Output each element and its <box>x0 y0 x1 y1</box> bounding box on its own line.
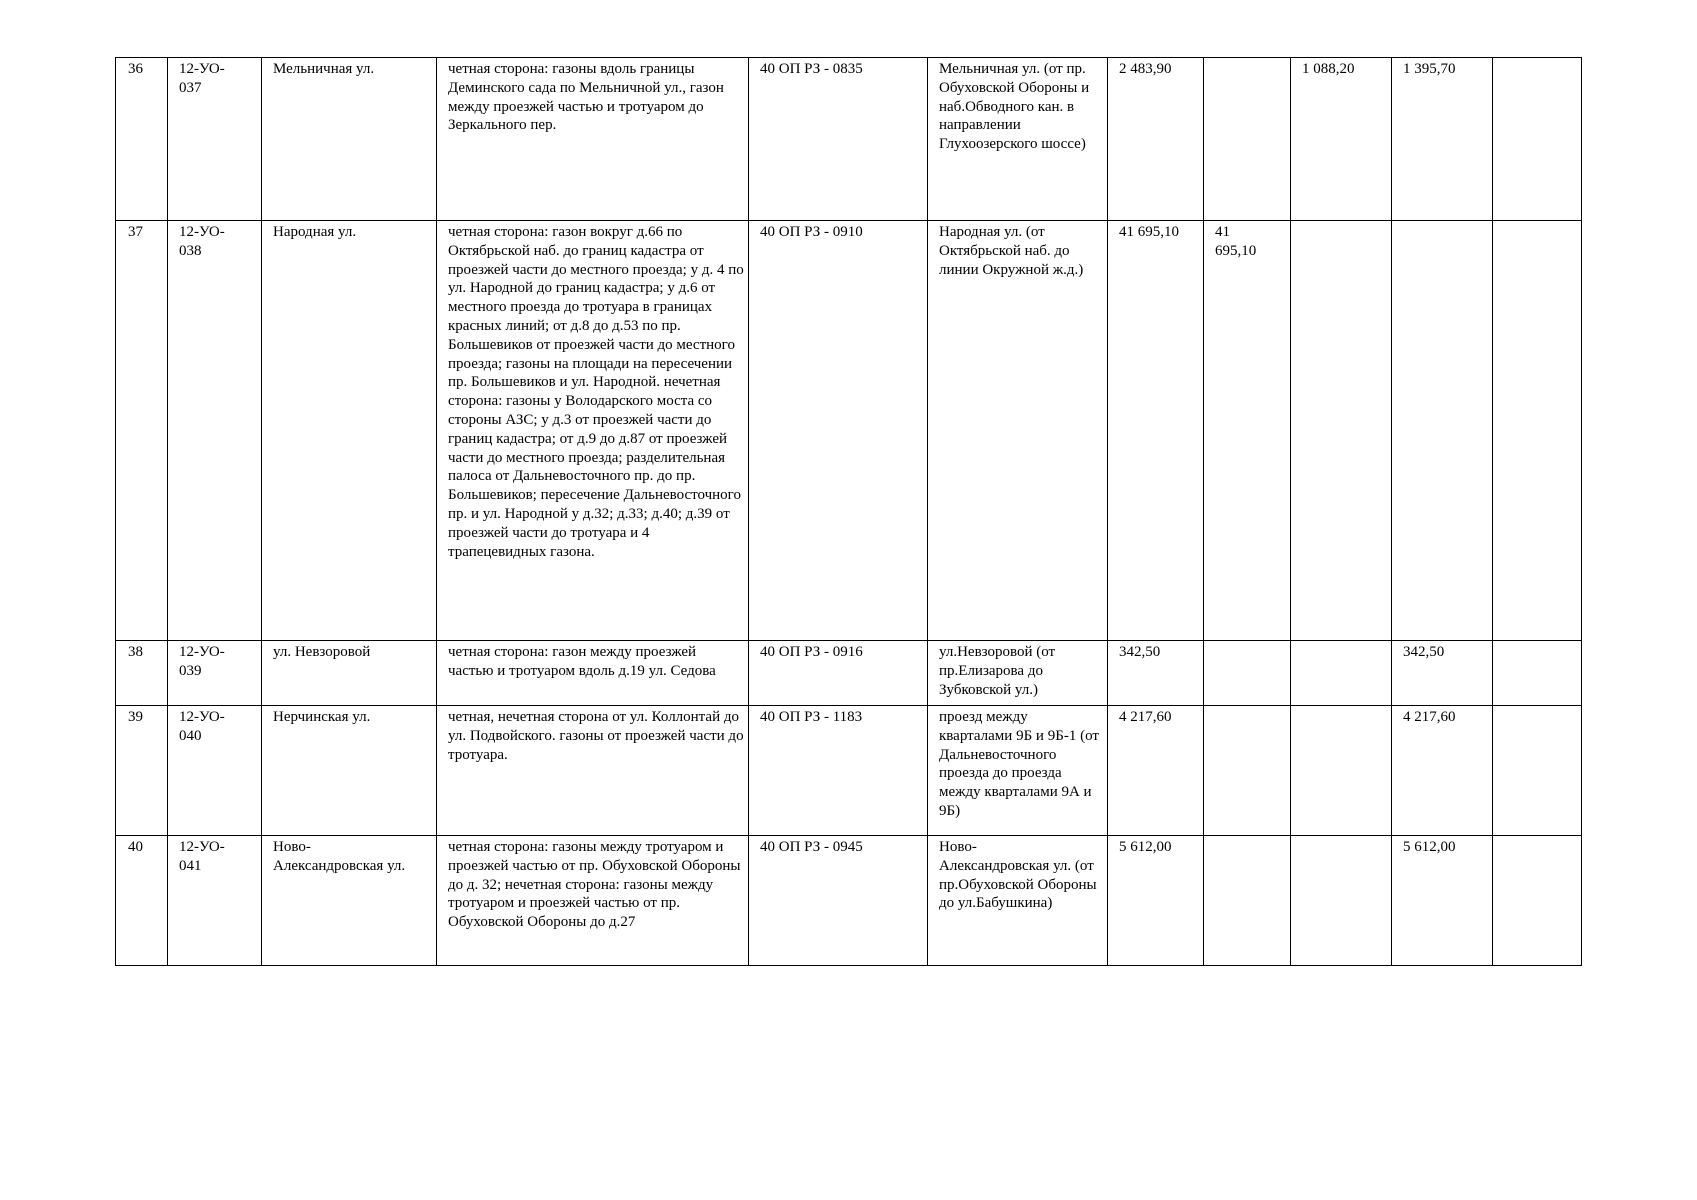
area-col-c: 1 395,70 <box>1392 58 1493 221</box>
row-number: 36 <box>116 58 168 221</box>
area-col-d <box>1493 836 1582 966</box>
area-col-c: 5 612,00 <box>1392 836 1493 966</box>
area-total: 41 695,10 <box>1108 221 1204 641</box>
row-number: 39 <box>116 706 168 836</box>
table-row <box>116 58 1582 221</box>
registry-table <box>115 57 1582 966</box>
road-description: Народная ул. (от Октябрьской наб. до линии Окружной ж.д.) <box>928 221 1108 641</box>
area-total: 4 217,60 <box>1108 706 1204 836</box>
area-total: 5 612,00 <box>1108 836 1204 966</box>
table-row <box>116 641 1582 706</box>
area-description: четная, нечетная сторона от ул. Коллонтай до ул. Подвойского. газоны от проезжей части до тротуара. <box>437 706 749 836</box>
street-name: Ново- Александровская ул. <box>262 836 437 966</box>
area-col-b <box>1291 836 1392 966</box>
object-code: 12-УО- 037 <box>168 58 262 221</box>
area-col-d <box>1493 641 1582 706</box>
table-row <box>116 836 1582 966</box>
area-col-a <box>1204 641 1291 706</box>
area-col-d <box>1493 221 1582 641</box>
table-row <box>116 706 1582 836</box>
area-col-c: 342,50 <box>1392 641 1493 706</box>
area-description: четная сторона: газон между проезжей частью и тротуаром вдоль д.19 ул. Седова <box>437 641 749 706</box>
object-code: 12-УО- 041 <box>168 836 262 966</box>
area-col-b: 1 088,20 <box>1291 58 1392 221</box>
road-id: 40 ОП РЗ - 0945 <box>749 836 928 966</box>
area-col-d <box>1493 58 1582 221</box>
area-total: 2 483,90 <box>1108 58 1204 221</box>
street-name: ул. Невзоровой <box>262 641 437 706</box>
street-name: Нерчинская ул. <box>262 706 437 836</box>
area-col-b <box>1291 221 1392 641</box>
area-col-c <box>1392 221 1493 641</box>
road-id: 40 ОП РЗ - 0835 <box>749 58 928 221</box>
area-col-a: 41 695,10 <box>1204 221 1291 641</box>
road-description: Ново- Александровская ул. (от пр.Обуховской Обороны до ул.Бабушкина) <box>928 836 1108 966</box>
road-description: проезд между кварталами 9Б и 9Б-1 (от Дальневосточного проезда до проезда между кварталами 9А и 9Б) <box>928 706 1108 836</box>
object-code: 12-УО- 040 <box>168 706 262 836</box>
object-code: 12-УО- 038 <box>168 221 262 641</box>
road-id: 40 ОП РЗ - 0910 <box>749 221 928 641</box>
row-number: 37 <box>116 221 168 641</box>
area-col-a <box>1204 706 1291 836</box>
road-id: 40 ОП РЗ - 1183 <box>749 706 928 836</box>
area-description: четная сторона: газон вокруг д.66 по Октябрьской наб. до границ кадастра от проезжей части до местного проезда; у д. 4 по ул. Народной до границ кадастра; у д.6 от местного проезда до тротуара в границах красных линий; от д.8 до д.53 по пр. Большевиков от проезжей части до местного проезда; газоны на площади на пересечении пр. Большевиков и ул. Народной. нечетная сторона: газоны у Володарского моста со стороны АЗС; у д.3 от проезжей части до границ кадастра; от д.9 до д.87 от проезжей части до местного проезда; разделительная палоса от Дальневосточного пр. до пр. Большевиков; пересечение Дальневосточного пр. и ул. Народной у д.32; д.33; д.40; д.39 от проезжей части до тротуара и 4 трапецевидных газона. <box>437 221 749 641</box>
object-code: 12-УО- 039 <box>168 641 262 706</box>
area-col-a <box>1204 836 1291 966</box>
area-col-b <box>1291 641 1392 706</box>
road-id: 40 ОП РЗ - 0916 <box>749 641 928 706</box>
area-total: 342,50 <box>1108 641 1204 706</box>
area-col-d <box>1493 706 1582 836</box>
table-row <box>116 221 1582 641</box>
row-number: 40 <box>116 836 168 966</box>
area-col-b <box>1291 706 1392 836</box>
street-name: Народная ул. <box>262 221 437 641</box>
road-description: Мельничная ул. (от пр. Обуховской Обороны и наб.Обводного кан. в направлении Глухоозерского шоссе) <box>928 58 1108 221</box>
area-description: четная сторона: газоны между тротуаром и проезжей частью от пр. Обуховской Обороны до д. 32; нечетная сторона: газоны между тротуаром и проезжей частью от пр. Обуховской Обороны до д.27 <box>437 836 749 966</box>
area-col-c: 4 217,60 <box>1392 706 1493 836</box>
area-description: четная сторона: газоны вдоль границы Деминского сада по Мельничной ул., газон между проезжей частью и тротуаром до Зеркального пер. <box>437 58 749 221</box>
road-description: ул.Невзоровой (от пр.Елизарова до Зубковской ул.) <box>928 641 1108 706</box>
street-name: Мельничная ул. <box>262 58 437 221</box>
area-col-a <box>1204 58 1291 221</box>
row-number: 38 <box>116 641 168 706</box>
